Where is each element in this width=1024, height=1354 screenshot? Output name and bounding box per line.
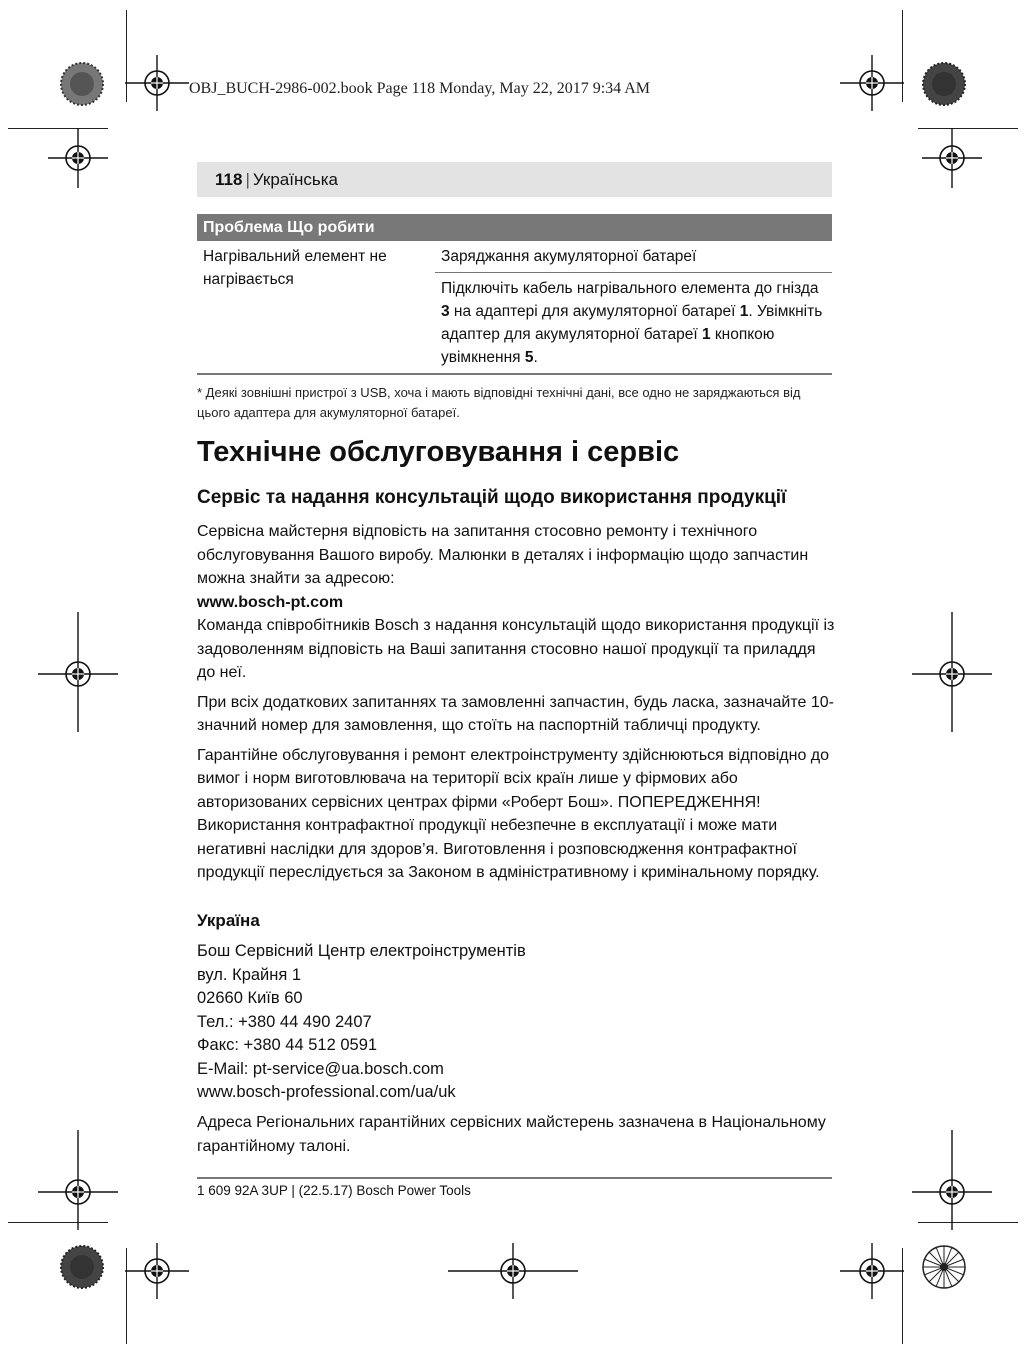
registration-mark-icon xyxy=(922,128,982,188)
header-language: Українська xyxy=(252,169,338,189)
website-link[interactable]: www.bosch-pt.com xyxy=(197,593,344,611)
paragraph: При всіх додаткових запитаннях та замовленні запчастин, будь ласка, зазначайте 10-значний номер для замовлення, що стоїть на паспортній табличці продукту. xyxy=(197,693,834,734)
paragraph: Сервісна майстерня відповість на запитання стосовно ремонту і технічного обслуговування Вашого виробу. Малюнки в деталях і інформацію щодо запчастин можна знайти за адресою: xyxy=(197,523,809,587)
closing-paragraph: Адреса Регіональних гарантійних сервісних майстерень зазначена в Національному гарантійному талоні. xyxy=(197,1114,826,1155)
address-line: Бош Сервісний Центр електроінструментів xyxy=(197,942,526,960)
color-target-icon xyxy=(60,1245,104,1289)
registration-mark-icon xyxy=(48,128,108,188)
table-header: Проблема Що робити xyxy=(197,214,832,241)
registration-mark-icon xyxy=(840,55,904,111)
color-target-icon xyxy=(60,62,104,106)
address-line: 02660 Київ 60 xyxy=(197,989,303,1007)
problem-cell: Нагрівальний елемент не нагрівається xyxy=(203,248,387,288)
paragraph: Гарантійне обслуговування і ремонт електроінструменту здійснюються відповідно до вимог і норм виготовлювача на території всіх країн лише у фірмових або авторизованих сервісних центрах фірми «Роберт Бош». ПОПЕРЕДЖЕННЯ! Використання контрафактної продукції небезпечне в експлуатації і може мати негативні наслідки для здоров’я. Виготовлення і розповсюдження контрафактної продукції переслідується за Законом в адміністративному і кримінальному порядку. xyxy=(197,746,830,881)
color-target-icon xyxy=(922,62,966,106)
starburst-target-icon xyxy=(922,1245,966,1289)
solution-cell: Підключіть кабель нагрівального елемента до гнізда 3 на адаптері для акумуляторної батареї 1. Увімкніть адаптер для акумуляторної батареї 1 кнопкою увімкнення 5. xyxy=(441,280,823,366)
subsection-title: Сервіс та надання консультацій щодо використання продукції xyxy=(197,487,787,508)
table-row xyxy=(197,241,832,375)
registration-mark-icon xyxy=(840,1243,904,1299)
registration-mark-icon xyxy=(448,1243,578,1299)
footer-divider xyxy=(197,1177,832,1179)
service-text xyxy=(197,520,837,885)
website-link[interactable]: www.bosch-professional.com/ua/uk xyxy=(197,1083,456,1101)
address-line: вул. Крайня 1 xyxy=(197,965,302,984)
registration-mark-icon xyxy=(912,612,992,732)
fax-number: Факс: +380 44 512 0591 xyxy=(197,1036,378,1054)
troubleshooting-table xyxy=(197,214,832,375)
paragraph: Команда співробітників Bosch з надання консультацій щодо використання продукції із задоволенням відповість на Ваші запитання стосовно нашої продукції та приладдя до неї. xyxy=(197,617,835,681)
print-slug: OBJ_BUCH-2986-002.book Page 118 Monday, May 22, 2017 9:34 AM xyxy=(189,80,651,97)
solution-cell: Заряджання акумуляторної батареї xyxy=(435,241,832,273)
footnote: * Деякі зовнішні пристрої з USB, хоча і мають відповідні технічні дані, все одно не заряджаються від цього адаптера для акумуляторної батареї. xyxy=(197,385,801,420)
page-footer: 1 609 92A 3UP | (22.5.17) Bosch Power Tools xyxy=(197,1183,471,1198)
registration-mark-icon xyxy=(125,1243,189,1299)
country-heading: Україна xyxy=(197,911,260,930)
running-header xyxy=(197,162,832,197)
solution-column xyxy=(435,241,832,373)
service-address xyxy=(197,940,526,1105)
registration-mark-icon xyxy=(125,55,189,111)
page-number: 118 xyxy=(215,169,243,189)
registration-mark-icon xyxy=(912,1130,992,1230)
header-separator: | xyxy=(245,169,250,189)
email-address[interactable]: E-Mail: pt-service@ua.bosch.com xyxy=(197,1059,444,1078)
phone-number: Тел.: +380 44 490 2407 xyxy=(197,1012,372,1031)
section-title: Технічне обслуговування і сервіс xyxy=(197,436,680,468)
registration-mark-icon xyxy=(38,1130,118,1230)
registration-mark-icon xyxy=(38,612,118,732)
